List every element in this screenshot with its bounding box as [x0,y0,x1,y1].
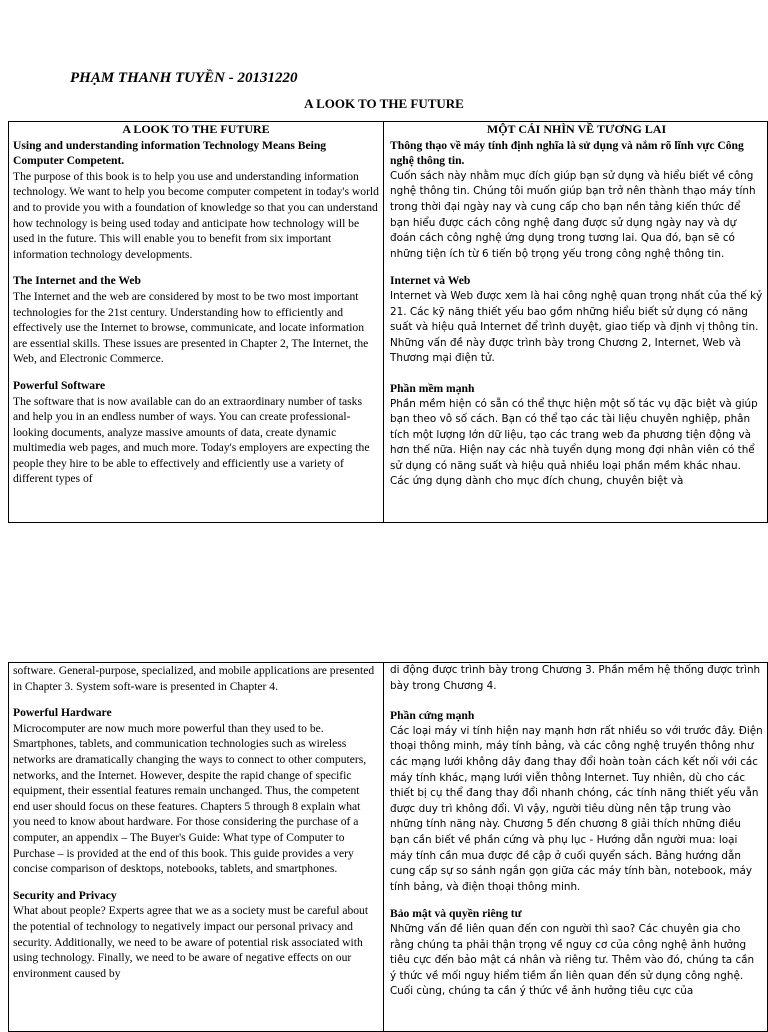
document-title: A LOOK TO THE FUTURE [304,96,464,111]
section-body: What about people? Experts agree that we as a society must be careful about the potential of technology to negatively impact our personal privacy and security. Additionally, we need to be aware of potential risk associated with using technology. Finally, we need to be aware of negative effects on our environment caused by [13,904,369,980]
author-line: PHẠM THANH TUYỀN - 20131220 [70,70,298,86]
section-heading: Phần cứng mạnh [390,709,475,723]
english-column [9,122,384,522]
section-body: Phần mềm hiện có sẵn có thể thực hiện một số tác vụ đặc biệt và giúp bạn theo vô số cách. Bạn có thể tạo các tài liệu chuyên nghiệp, phân tích một lượng lớn dữ liệu, tạo các trang web đa phương tiện động và hơn thế nữa. Hiện nay các nhà tuyển dụng mong đợi nhân viên có thể sử dụng có năng suất và hiệu quả nhiều loại phần mềm khác nhau. Các ứng dụng dành cho mục đích chung, chuyên biệt và [390,397,758,488]
vietnamese-column [384,122,767,522]
vietnamese-column-header: MỘT CÁI NHÌN VỀ TƯƠNG LAI [486,122,667,136]
section-body: The software that is now available can do an extraordinary number of tasks and help you in an endless number of ways. You can create professional-looking documents, analyze massive amounts of data, create dynamic multimedia web pages, and much more. Today's employers are expecting the people they hire to be able to effectively and efficiently use a variety of different types of [13,394,370,486]
bilingual-table-page-1 [8,121,768,523]
section-body: The Internet and the web are considered by most to be two most important technologies for the 21st century. Understanding how to efficiently and effectively use the Internet to browse, communicate, and locate information are essential skills. These issues are presented in Chapter 2, The Internet, the Web, and Electronic Commerce. [13,289,369,366]
section-heading: Bảo mật và quyền riêng tư [390,907,522,921]
section-body: The purpose of this book is to help you use and understanding information technology. We want to help you become computer competent in today's world and to provide you with a foundation of knowledge so that you can understand how technology is being used today and anticipate how technology will be used in the future. This will enable you to benefit from six important information technology developments. [13,169,379,261]
section-body: Microcomputer are now much more powerful than they used to be. Smartphones, tablets, and communication technologies such as wireless networks are dramatically changing the ways to connect to other computers, networks, and the Internet. However, despite the rapid change of specific equipment, their essential features remain unchanged. Thus, the competent end user should focus on these features. Chapters 5 through 8 explain what you need to know about hardware. For those considering the purchase of a computer, an appendix – The Buyer's Guide: What type of Computer to Purchase – is provided at the end of this book. This guide provides a very concise comparison of desktops, notebooks, tablets, and smartphones. [13,721,367,876]
section-heading: Phần mềm mạnh [390,381,475,395]
section-heading: Powerful Hardware [13,706,112,720]
section-heading: Using and understanding information Technology Means Being Computer Competent. [13,138,327,168]
section-body: Các loại máy vi tính hiện nay mạnh hơn rất nhiều so với trước đây. Điện thoại thông minh, máy tính bảng, và các công nghệ truyền thông như các mạng lưới không dây đang thay đổi hoàn toàn cách kết nối với các máy tính khác, mạng lưới viễn thông Internet. Tuy nhiên, dù cho các thiết bị cụ thể đang thay đổi nhanh chóng, các tính năng thiết yếu vẫn được duy trì không đổi. Vì vậy, người tiêu dùng nên tập trung vào những tính năng này. Chương 5 đến chương 8 giải thích những điều bạn cần biết về phần cứng và phụ lục - Hướng dẫn người mua: loại máy tính cần mua được đề cập ở cuối quyển sách. Bảng hướng dẫn cung cấp sự so sánh ngắn gọn giữa các máy tính bàn, notebook, máy tính bảng, và điện thoại thông minh. [390,724,763,893]
english-column [9,663,384,1031]
section-heading: The Internet and the Web [13,274,141,288]
section-heading: Thông thạo về máy tính định nghĩa là sử dụng và nắm rõ lĩnh vực Công nghệ thông tin. [390,138,744,168]
section-body: Những vấn đề liên quan đến con người thì sao? Các chuyên gia cho rằng chúng ta phải thận trọng về nguy cơ của công nghệ ảnh hưởng tiêu cực đến bảo mật cá nhân và riêng tư. Thêm vào đó, chúng ta cần ý thức về mối nguy hiểm tiềm ẩn liên quan đến sử dụng công nghệ. Cuối cùng, chúng ta cần ý thức về ảnh hưởng tiêu cực của [390,922,755,998]
section-body: di động được trình bày trong Chương 3. Phần mềm hệ thống được trình bày trong Chương 4. [390,664,761,692]
section-heading: Security and Privacy [13,888,117,902]
section-body: Internet và Web được xem là hai công nghệ quan trọng nhất của thế kỷ 21. Các kỹ năng thiết yếu bao gồm những hiểu biết sử dụng có năng suất và hiệu quả Internet để trình duyệt, giao tiếp và định vị thông tin. Những vấn đề này được trình bày trong Chương 2, Internet, Web và Thương mại điện tử. [390,289,763,365]
english-column-header: A LOOK TO THE FUTURE [122,122,270,136]
section-heading: Internet và Web [390,274,471,288]
vietnamese-column [384,663,767,1031]
section-body: software. General-purpose, specialized, and mobile applications are presented in Chapter 3. System soft-ware is presented in Chapter 4. [13,664,375,693]
section-heading: Powerful Software [13,378,106,392]
bilingual-table-page-2 [8,662,768,1032]
section-body: Cuốn sách này nhằm mục đích giúp bạn sử dụng và hiểu biết về công nghệ thông tin. Chúng tôi muốn giúp bạn trở nên thành thạo máy tính trong thời đại ngày nay và cung cấp cho bạn nền tảng kiến thức để bạn hiểu được cách công nghệ đang được sử dụng ngày nay và dự đoán cách công nghệ ứng dụng trong tương lai. Qua đó, bạn sẽ có những tiện ích từ 6 tiến bộ trọng yếu trong công nghệ thông tin. [390,169,756,260]
